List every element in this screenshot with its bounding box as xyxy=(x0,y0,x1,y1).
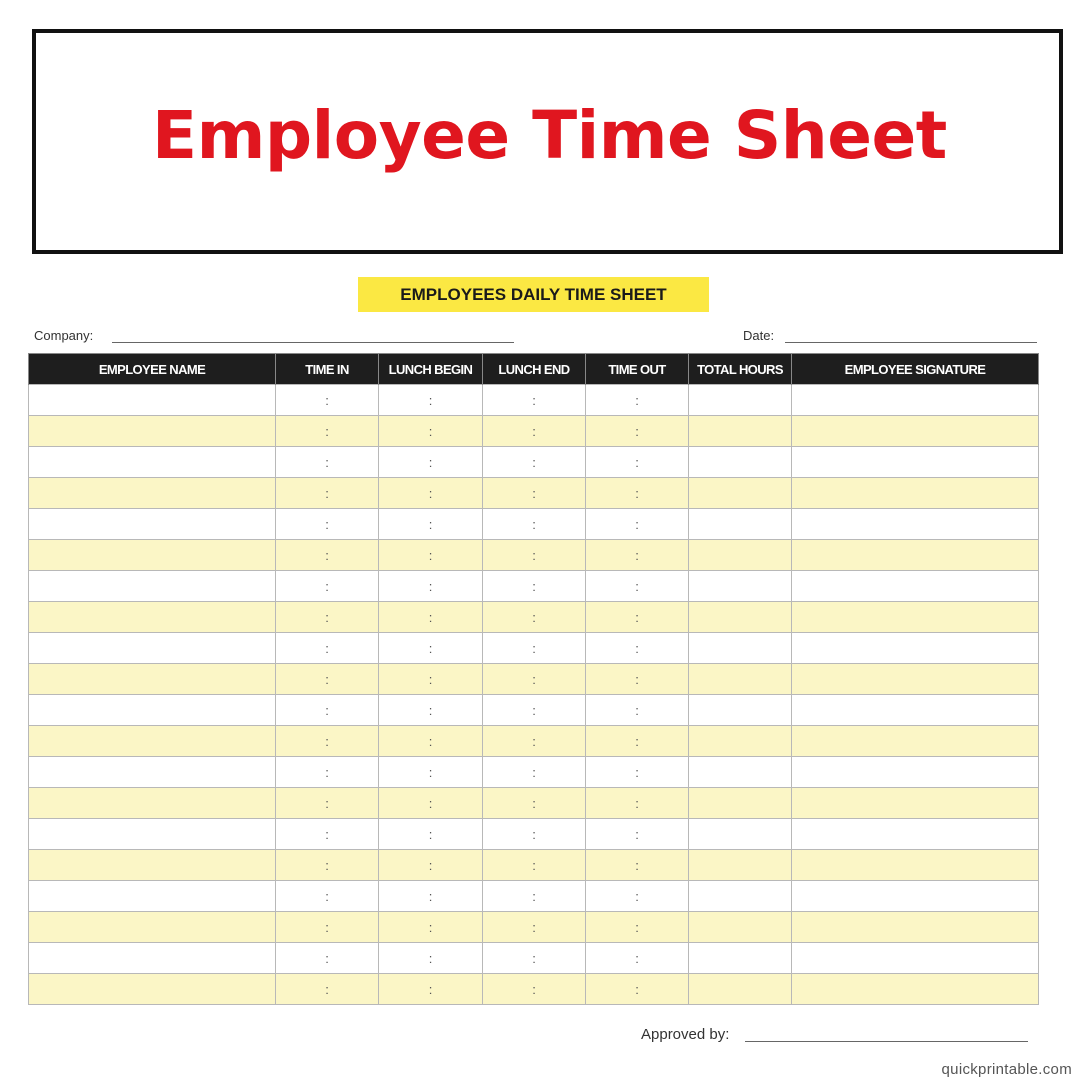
time-separator: : xyxy=(635,888,639,904)
time-separator: : xyxy=(325,702,329,718)
time-separator: : xyxy=(532,950,536,966)
total-hours-cell[interactable] xyxy=(689,509,792,540)
time-separator: : xyxy=(532,981,536,997)
time-out-cell[interactable] xyxy=(586,850,689,881)
time-separator: : xyxy=(635,826,639,842)
employee-signature-cell[interactable] xyxy=(792,664,1039,695)
employee-signature-cell[interactable] xyxy=(792,447,1039,478)
time-separator: : xyxy=(428,826,433,842)
time-in-cell[interactable] xyxy=(276,695,379,726)
lunch-end-cell[interactable] xyxy=(483,974,586,1005)
time-separator: : xyxy=(325,919,329,935)
time-separator: : xyxy=(428,702,433,718)
total-hours-cell[interactable] xyxy=(689,757,792,788)
lunch-begin-cell[interactable] xyxy=(379,509,483,540)
time-out-cell[interactable] xyxy=(586,912,689,943)
time-separator: : xyxy=(532,392,536,408)
employee-signature-cell[interactable] xyxy=(792,788,1039,819)
time-separator: : xyxy=(532,547,536,563)
total-hours-cell[interactable] xyxy=(689,819,792,850)
time-separator: : xyxy=(428,609,433,625)
table-row xyxy=(29,633,1039,664)
total-hours-cell[interactable] xyxy=(689,695,792,726)
lunch-end-cell[interactable] xyxy=(483,571,586,602)
time-separator: : xyxy=(635,919,639,935)
lunch-end-cell[interactable] xyxy=(483,943,586,974)
employee-name-cell[interactable] xyxy=(29,850,276,881)
table-row xyxy=(29,788,1039,819)
time-out-cell[interactable] xyxy=(586,943,689,974)
employee-name-cell[interactable] xyxy=(29,695,276,726)
employee-signature-cell[interactable] xyxy=(792,416,1039,447)
time-in-cell[interactable] xyxy=(276,571,379,602)
employee-name-cell[interactable] xyxy=(29,602,276,633)
time-separator: : xyxy=(635,392,639,408)
time-separator: : xyxy=(325,795,329,811)
time-separator: : xyxy=(635,454,639,470)
time-separator: : xyxy=(325,609,329,625)
time-separator: : xyxy=(325,981,329,997)
time-separator: : xyxy=(635,733,639,749)
employee-name-cell[interactable] xyxy=(29,726,276,757)
table-row xyxy=(29,695,1039,726)
time-separator: : xyxy=(428,547,433,563)
lunch-begin-cell[interactable] xyxy=(379,664,483,695)
time-separator: : xyxy=(428,733,433,749)
subtitle-banner: EMPLOYEES DAILY TIME SHEET xyxy=(358,277,709,312)
time-separator: : xyxy=(532,733,536,749)
time-separator: : xyxy=(635,702,639,718)
time-out-cell[interactable] xyxy=(586,788,689,819)
employee-name-cell[interactable] xyxy=(29,509,276,540)
table-body xyxy=(29,385,1039,1005)
time-separator: : xyxy=(325,671,329,687)
time-separator: : xyxy=(635,857,639,873)
time-out-cell[interactable] xyxy=(586,633,689,664)
total-hours-cell[interactable] xyxy=(689,943,792,974)
lunch-end-cell[interactable] xyxy=(483,819,586,850)
total-hours-cell[interactable] xyxy=(689,571,792,602)
title-box xyxy=(32,29,1063,254)
time-in-cell[interactable] xyxy=(276,540,379,571)
total-hours-cell[interactable] xyxy=(689,540,792,571)
lunch-end-cell[interactable] xyxy=(483,664,586,695)
lunch-begin-cell[interactable] xyxy=(379,881,483,912)
time-separator: : xyxy=(635,671,639,687)
time-separator: : xyxy=(325,950,329,966)
lunch-end-cell[interactable] xyxy=(483,881,586,912)
total-hours-cell[interactable] xyxy=(689,385,792,416)
time-in-cell[interactable] xyxy=(276,943,379,974)
time-separator: : xyxy=(532,609,536,625)
time-in-cell[interactable] xyxy=(276,633,379,664)
employee-signature-cell[interactable] xyxy=(792,943,1039,974)
time-out-cell[interactable] xyxy=(586,385,689,416)
time-separator: : xyxy=(428,764,433,780)
time-separator: : xyxy=(325,547,329,563)
time-out-cell[interactable] xyxy=(586,509,689,540)
time-separator: : xyxy=(532,671,536,687)
lunch-begin-cell[interactable] xyxy=(379,850,483,881)
time-separator: : xyxy=(635,981,639,997)
table-row xyxy=(29,385,1039,416)
lunch-end-cell[interactable] xyxy=(483,912,586,943)
time-separator: : xyxy=(635,640,639,656)
table-row xyxy=(29,664,1039,695)
total-hours-cell[interactable] xyxy=(689,633,792,664)
table-row xyxy=(29,602,1039,633)
employee-name-cell[interactable] xyxy=(29,788,276,819)
time-out-cell[interactable] xyxy=(586,416,689,447)
employee-name-cell[interactable] xyxy=(29,571,276,602)
employee-signature-cell[interactable] xyxy=(792,695,1039,726)
lunch-begin-cell[interactable] xyxy=(379,726,483,757)
lunch-begin-cell[interactable] xyxy=(379,540,483,571)
time-in-cell[interactable] xyxy=(276,478,379,509)
col-header-time-in: TIME IN xyxy=(276,354,379,385)
employee-name-cell[interactable] xyxy=(29,633,276,664)
time-separator: : xyxy=(635,578,639,594)
time-separator: : xyxy=(325,423,329,439)
employee-signature-cell[interactable] xyxy=(792,385,1039,416)
lunch-end-cell[interactable] xyxy=(483,478,586,509)
total-hours-cell[interactable] xyxy=(689,788,792,819)
time-separator: : xyxy=(635,423,639,439)
time-in-cell[interactable] xyxy=(276,664,379,695)
total-hours-cell[interactable] xyxy=(689,881,792,912)
lunch-begin-cell[interactable] xyxy=(379,974,483,1005)
time-out-cell[interactable] xyxy=(586,757,689,788)
employee-name-cell[interactable] xyxy=(29,943,276,974)
table-header-row xyxy=(29,354,1039,385)
col-header-employee-signature: EMPLOYEE SIGNATURE xyxy=(792,354,1039,385)
time-in-cell[interactable] xyxy=(276,788,379,819)
time-sheet-table xyxy=(28,353,1039,1005)
time-in-cell[interactable] xyxy=(276,912,379,943)
time-separator: : xyxy=(428,795,433,811)
total-hours-cell[interactable] xyxy=(689,447,792,478)
total-hours-cell[interactable] xyxy=(689,478,792,509)
time-separator: : xyxy=(635,795,639,811)
company-label: Company: xyxy=(34,328,94,343)
col-header-lunch-begin: LUNCH BEGIN xyxy=(379,354,483,385)
time-separator: : xyxy=(428,671,433,687)
table-row xyxy=(29,943,1039,974)
table-row xyxy=(29,974,1039,1005)
employee-name-cell[interactable] xyxy=(29,416,276,447)
date-field[interactable] xyxy=(785,342,1037,343)
total-hours-cell[interactable] xyxy=(689,974,792,1005)
time-separator: : xyxy=(635,485,639,501)
time-in-cell[interactable] xyxy=(276,757,379,788)
time-separator: : xyxy=(428,485,433,501)
time-separator: : xyxy=(428,950,433,966)
lunch-begin-cell[interactable] xyxy=(379,602,483,633)
time-separator: : xyxy=(428,640,433,656)
col-header-lunch-end: LUNCH END xyxy=(483,354,586,385)
employee-signature-cell[interactable] xyxy=(792,633,1039,664)
table-row xyxy=(29,850,1039,881)
time-separator: : xyxy=(532,454,536,470)
table-row xyxy=(29,509,1039,540)
time-separator: : xyxy=(325,888,329,904)
time-separator: : xyxy=(325,516,329,532)
employee-signature-cell[interactable] xyxy=(792,571,1039,602)
employee-signature-cell[interactable] xyxy=(792,726,1039,757)
table-row xyxy=(29,912,1039,943)
lunch-end-cell[interactable] xyxy=(483,540,586,571)
table-row xyxy=(29,447,1039,478)
lunch-end-cell[interactable] xyxy=(483,726,586,757)
lunch-end-cell[interactable] xyxy=(483,447,586,478)
total-hours-cell[interactable] xyxy=(689,912,792,943)
lunch-end-cell[interactable] xyxy=(483,416,586,447)
employee-name-cell[interactable] xyxy=(29,447,276,478)
total-hours-cell[interactable] xyxy=(689,664,792,695)
time-separator: : xyxy=(532,702,536,718)
total-hours-cell[interactable] xyxy=(689,602,792,633)
lunch-begin-cell[interactable] xyxy=(379,695,483,726)
lunch-begin-cell[interactable] xyxy=(379,819,483,850)
table-row xyxy=(29,881,1039,912)
total-hours-cell[interactable] xyxy=(689,726,792,757)
lunch-end-cell[interactable] xyxy=(483,788,586,819)
time-in-cell[interactable] xyxy=(276,416,379,447)
time-separator: : xyxy=(635,547,639,563)
time-separator: : xyxy=(532,857,536,873)
table-row xyxy=(29,726,1039,757)
employee-signature-cell[interactable] xyxy=(792,881,1039,912)
table-row xyxy=(29,571,1039,602)
approved-by-label: Approved by: xyxy=(641,1026,730,1043)
lunch-begin-cell[interactable] xyxy=(379,478,483,509)
time-separator: : xyxy=(428,516,433,532)
table-row xyxy=(29,540,1039,571)
lunch-begin-cell[interactable] xyxy=(379,757,483,788)
lunch-begin-cell[interactable] xyxy=(379,385,483,416)
time-in-cell[interactable] xyxy=(276,881,379,912)
time-separator: : xyxy=(325,578,329,594)
time-separator: : xyxy=(532,485,536,501)
lunch-begin-cell[interactable] xyxy=(379,633,483,664)
time-in-cell[interactable] xyxy=(276,974,379,1005)
time-separator: : xyxy=(325,392,329,408)
time-in-cell[interactable] xyxy=(276,819,379,850)
watermark: quickprintable.com xyxy=(941,1061,1072,1078)
time-in-cell[interactable] xyxy=(276,447,379,478)
time-separator: : xyxy=(635,609,639,625)
time-separator: : xyxy=(532,919,536,935)
employee-name-cell[interactable] xyxy=(29,757,276,788)
time-separator: : xyxy=(532,795,536,811)
total-hours-cell[interactable] xyxy=(689,850,792,881)
employee-signature-cell[interactable] xyxy=(792,912,1039,943)
employee-signature-cell[interactable] xyxy=(792,757,1039,788)
time-separator: : xyxy=(428,454,433,470)
employee-name-cell[interactable] xyxy=(29,540,276,571)
time-separator: : xyxy=(532,888,536,904)
employee-name-cell[interactable] xyxy=(29,974,276,1005)
time-separator: : xyxy=(428,888,433,904)
time-separator: : xyxy=(325,733,329,749)
lunch-end-cell[interactable] xyxy=(483,850,586,881)
table-row xyxy=(29,478,1039,509)
lunch-begin-cell[interactable] xyxy=(379,943,483,974)
time-out-cell[interactable] xyxy=(586,478,689,509)
lunch-begin-cell[interactable] xyxy=(379,416,483,447)
time-in-cell[interactable] xyxy=(276,602,379,633)
employee-signature-cell[interactable] xyxy=(792,974,1039,1005)
time-separator: : xyxy=(428,919,433,935)
employee-signature-cell[interactable] xyxy=(792,819,1039,850)
time-separator: : xyxy=(325,857,329,873)
lunch-end-cell[interactable] xyxy=(483,509,586,540)
time-separator: : xyxy=(428,578,433,594)
time-separator: : xyxy=(532,516,536,532)
time-separator: : xyxy=(428,392,433,408)
time-out-cell[interactable] xyxy=(586,571,689,602)
page-title: Employee Time Sheet xyxy=(152,97,947,174)
lunch-begin-cell[interactable] xyxy=(379,571,483,602)
company-field[interactable] xyxy=(112,342,514,343)
employee-name-cell[interactable] xyxy=(29,912,276,943)
time-out-cell[interactable] xyxy=(586,819,689,850)
employee-name-cell[interactable] xyxy=(29,478,276,509)
time-out-cell[interactable] xyxy=(586,695,689,726)
col-header-total-hours: TOTAL HOURS xyxy=(689,354,792,385)
employee-signature-cell[interactable] xyxy=(792,540,1039,571)
time-out-cell[interactable] xyxy=(586,540,689,571)
time-separator: : xyxy=(325,640,329,656)
table-row xyxy=(29,757,1039,788)
time-separator: : xyxy=(532,764,536,780)
lunch-end-cell[interactable] xyxy=(483,385,586,416)
time-in-cell[interactable] xyxy=(276,850,379,881)
time-out-cell[interactable] xyxy=(586,726,689,757)
employee-name-cell[interactable] xyxy=(29,881,276,912)
date-label: Date: xyxy=(743,328,775,343)
time-separator: : xyxy=(428,423,433,439)
employee-signature-cell[interactable] xyxy=(792,602,1039,633)
time-in-cell[interactable] xyxy=(276,726,379,757)
time-in-cell[interactable] xyxy=(276,385,379,416)
time-in-cell[interactable] xyxy=(276,509,379,540)
employee-signature-cell[interactable] xyxy=(792,850,1039,881)
time-separator: : xyxy=(325,764,329,780)
lunch-end-cell[interactable] xyxy=(483,633,586,664)
time-separator: : xyxy=(532,826,536,842)
time-separator: : xyxy=(325,454,329,470)
time-separator: : xyxy=(532,578,536,594)
table-row xyxy=(29,416,1039,447)
time-separator: : xyxy=(325,485,329,501)
lunch-begin-cell[interactable] xyxy=(379,788,483,819)
employee-name-cell[interactable] xyxy=(29,664,276,695)
col-header-time-out: TIME OUT xyxy=(586,354,689,385)
time-separator: : xyxy=(635,764,639,780)
employee-signature-cell[interactable] xyxy=(792,478,1039,509)
time-out-cell[interactable] xyxy=(586,664,689,695)
time-separator: : xyxy=(325,826,329,842)
time-separator: : xyxy=(635,516,639,532)
lunch-begin-cell[interactable] xyxy=(379,912,483,943)
employee-signature-cell[interactable] xyxy=(792,509,1039,540)
time-separator: : xyxy=(532,640,536,656)
time-out-cell[interactable] xyxy=(586,881,689,912)
time-separator: : xyxy=(428,857,433,873)
employee-name-cell[interactable] xyxy=(29,385,276,416)
time-separator: : xyxy=(532,423,536,439)
col-header-employee-name: EMPLOYEE NAME xyxy=(29,354,276,385)
total-hours-cell[interactable] xyxy=(689,416,792,447)
time-separator: : xyxy=(635,950,639,966)
lunch-end-cell[interactable] xyxy=(483,695,586,726)
lunch-end-cell[interactable] xyxy=(483,757,586,788)
time-out-cell[interactable] xyxy=(586,974,689,1005)
time-separator: : xyxy=(428,981,433,997)
employee-name-cell[interactable] xyxy=(29,819,276,850)
table-row xyxy=(29,819,1039,850)
time-out-cell[interactable] xyxy=(586,602,689,633)
approved-by-field[interactable] xyxy=(745,1041,1028,1042)
lunch-begin-cell[interactable] xyxy=(379,447,483,478)
time-out-cell[interactable] xyxy=(586,447,689,478)
lunch-end-cell[interactable] xyxy=(483,602,586,633)
